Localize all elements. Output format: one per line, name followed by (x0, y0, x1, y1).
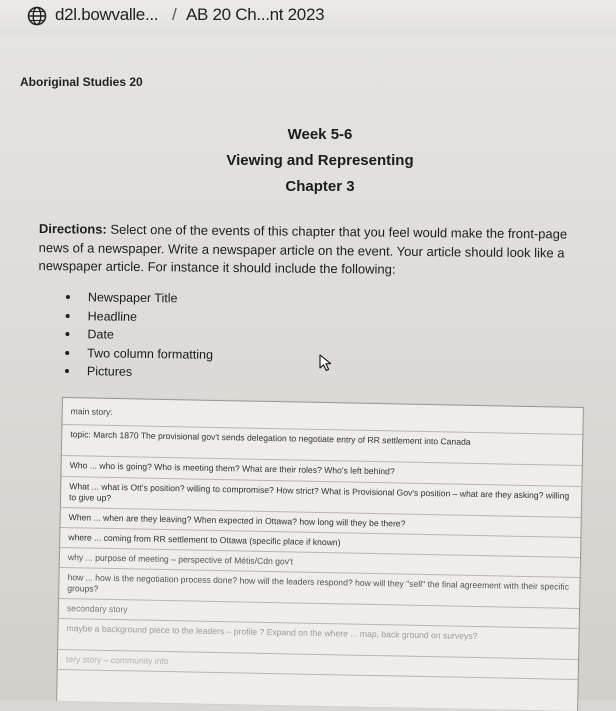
chapter-heading: Chapter 3 (285, 178, 355, 195)
table-row: Who ... who is going? Who is meeting them? What are their roles? Who's left behind? (61, 456, 581, 487)
table-row: where ... coming from RR settlement to Ottawa (specific place if known) (60, 528, 580, 558)
table-row: secondary story (59, 599, 579, 629)
table-row: how ... how is the negotiation process done? how will the leaders respond? how will they "sell" the final agreement with their specific groups? (59, 568, 579, 609)
heading-block (200, 122, 440, 200)
table-row: why ... purpose of meeting – perspective of Métis/Cdn gov't (60, 548, 580, 578)
list-item: Pictures (63, 362, 213, 382)
browser-bar (0, 0, 616, 34)
story-planning-table (56, 397, 584, 711)
cursor-icon (318, 354, 334, 372)
table-row: When ... when are they leaving? When expected in Ottawa? how long will they be there? (60, 508, 580, 538)
list-item: Date (63, 325, 213, 345)
list-item: Two column formatting (63, 344, 213, 364)
table-row: maybe a background piece to the leaders – profile ? Expand on the where ... map, back ground on surveys? (58, 619, 578, 660)
globe-icon[interactable] (27, 6, 47, 26)
directions-paragraph (38, 220, 599, 281)
url-text[interactable]: d2l.bowvalle... (55, 5, 159, 24)
document-title[interactable]: AB 20 Ch...nt 2023 (186, 5, 325, 24)
directions-label: Directions: (38, 220, 107, 237)
course-title: Aboriginal Studies 20 (20, 75, 143, 89)
directions-text: Select one of the events of this chapter that you feel would make the front-page news of a newspaper. Write a newspaper article on the event. Your article should look like a newspaper article. For instance it should include the following: (38, 221, 568, 277)
table-row: main story: (62, 398, 582, 435)
table-row: tery story – community info (58, 650, 578, 680)
table-row: What ... what is Ott's position? willing to compromise? How strict? What is Provisional Gov's position – what are they asking? willing to give up? (61, 477, 581, 518)
week-heading: Week 5-6 (287, 126, 353, 143)
list-item: Newspaper Title (64, 288, 214, 308)
table-row: topic: March 1870 The provisional gov't sends delegation to negotiate entry of RR settlement into Canada (62, 425, 582, 466)
requirements-list (63, 288, 214, 383)
subject-heading: Viewing and Representing (226, 152, 414, 169)
list-item: Headline (64, 307, 214, 327)
breadcrumb-separator: / (172, 5, 177, 24)
